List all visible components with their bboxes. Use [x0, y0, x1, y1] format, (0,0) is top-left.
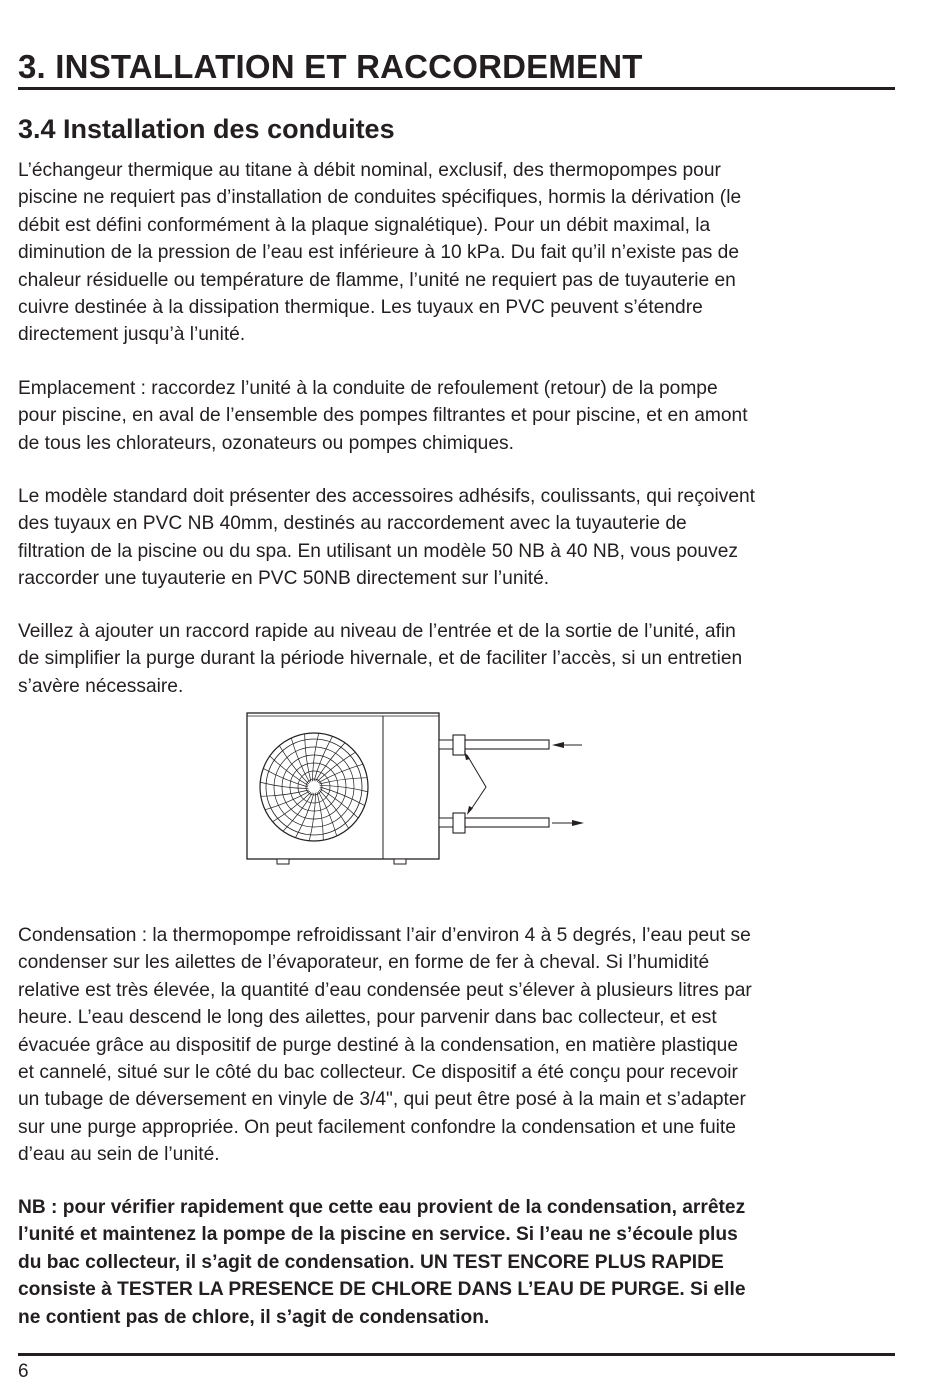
outlet-fitting [453, 813, 465, 833]
title-divider [18, 87, 895, 90]
paragraph-modele-standard: Le modèle standard doit présenter des accessoires adhésifs, coulissants, qui reçoivent des tuyaux en PVC NB 40mm, destinés au raccordement avec la tuyauterie de filtration de la piscine ou du spa. En utilisant un modèle 50 NB à 40 NB, vous pouvez raccorder une tuyauterie en PVC 50NB directement sur l’unité. [18, 486, 755, 590]
paragraph-conduites-intro: L’échangeur thermique au titane à débit nominal, exclusif, des thermopompes pour piscine ne requiert pas d’installation de conduites spécifiques, hormis la dérivation (le débit est défini conformément à la plaque signalétique). Pour un débit maximal, la diminution de la pression de l’eau est inférieure à 10 kPa. Du fait qu’il n’existe pas de chaleur résiduelle ou température de flamme, l’unité ne requiert pas de tuyauterie en cuivre destinée à la dissipation thermique. Les tuyaux en PVC peuvent s’étendre directement jusqu’à l’unité. [18, 160, 742, 346]
unit-foot-right [394, 859, 406, 864]
page-number: 6 [18, 1361, 29, 1382]
unit-foot-left [277, 859, 289, 864]
paragraph-nb-note: NB : pour vérifier rapidement que cette eau provient de la condensation, arrêtez l’unité et maintenez la pompe de la piscine en service. Si l’eau ne s’écoule plus du bac collecteur, il s’agit de condensation. UN TEST ENCORE PLUS RAPIDE consiste à TESTER LA PRESENCE DE CHLORE DANS L’EAU DE PURGE. Si elle ne contient pas de chlore, il s’agit de condensation. [18, 1197, 746, 1328]
section-title: 3.4 Installation des conduites [18, 114, 395, 144]
heat-pump-connection-diagram [240, 707, 590, 869]
paragraph-condensation: Condensation : la thermopompe refroidissant l’air d’environ 4 à 5 degrés, l’eau peut se condenser sur les ailettes de l’évaporateur, en forme de fer à cheval. Si l’humidité relative est très élevée, la quantité d’eau condensée peut s’élever à plusieurs litres par heure. L’eau descend le long des ailettes, pour parvenir dans bac collecteur, et est évacuée grâce au dispositif de purge destiné à la condensation, en matière plastique et cannelé, situé sur le côté du bac collecteur. Ce dispositif a été conçu pour recevoir un tubage de déversement en vinyle de 3/4", qui peut être posé à la main et s’adapter sur une purge appropriée. On peut facilement confondre la condensation et une fuite d’eau au sein de l’unité. [18, 925, 752, 1166]
inlet-fitting-collar [439, 740, 453, 749]
inlet-pipe [465, 740, 549, 749]
heat-pump-unit [247, 713, 439, 859]
footer-divider [18, 1353, 895, 1356]
page-title: 3. INSTALLATION ET RACCORDEMENT [18, 48, 643, 85]
fitting-callout [467, 755, 486, 811]
inlet-arrow-head [552, 742, 564, 748]
inlet-fitting [453, 735, 465, 755]
outlet-fitting-collar [439, 818, 453, 827]
paragraph-raccord-rapide: Veillez à ajouter un raccord rapide au niveau de l’entrée et de la sortie de l’unité, afin de simplifier la purge durant la période hivernale, et de faciliter l’accès, si un entretien s’avère nécessaire. [18, 621, 743, 697]
outlet-pipe [465, 818, 549, 827]
paragraph-emplacement: Emplacement : raccordez l’unité à la conduite de refoulement (retour) de la pompe pour piscine, en aval de l’ensemble des pompes filtrantes et pour piscine, et en amont de tous les chlorateurs, ozonateurs ou pompes chimiques. [18, 378, 748, 454]
outlet-arrow-head [572, 820, 584, 826]
